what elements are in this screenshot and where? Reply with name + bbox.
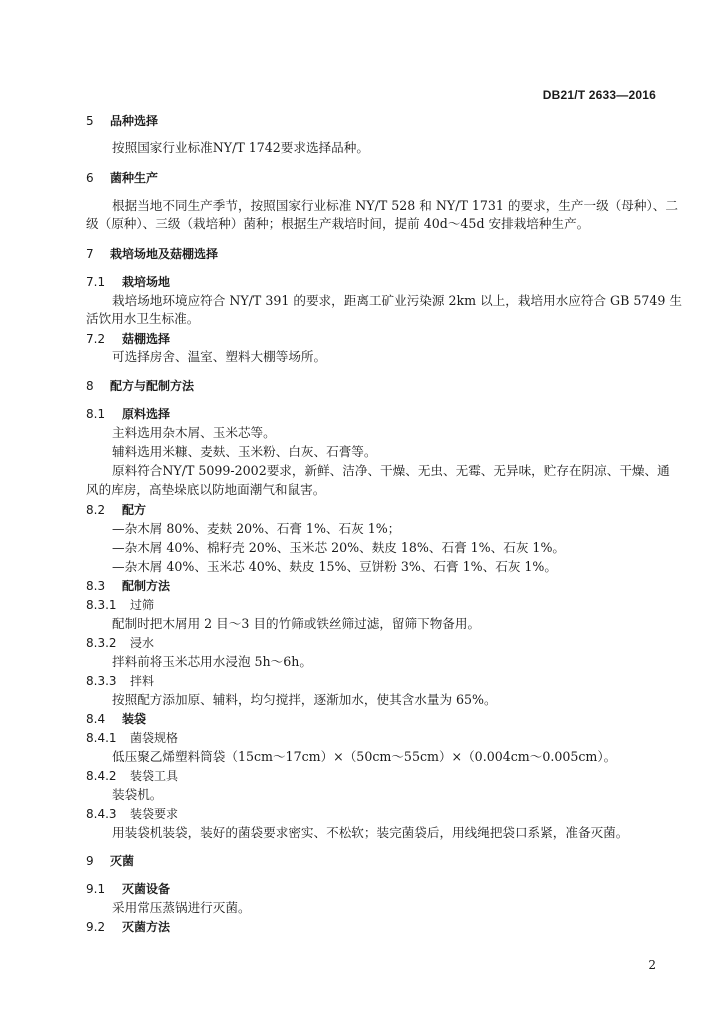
section-8-3-3-text: 按照配方添加原、辅料，均匀搅拌，逐渐加水，使其含水量为 65%。 bbox=[112, 692, 497, 707]
section-7-2-text: 可选择房舍、温室、塑料大棚等场所。 bbox=[112, 349, 327, 364]
section-8-3-2-text: 拌料前将玉米芯用水浸泡 5h～6h。 bbox=[112, 654, 312, 669]
section-7-1-text-line2: 活饮用水卫生标准。 bbox=[86, 311, 200, 326]
section-7-1-text-line1: 栽培场地环境应符合 NY/T 391 的要求，距离工矿业污染源 2km 以上，栽培用水应符合 GB 5749 生 bbox=[112, 293, 682, 308]
section-8-3-1-text: 配制时把木屑用 2 目～3 目的竹筛或铁丝筛过滤，留筛下物备用。 bbox=[112, 616, 481, 631]
page-number: 2 bbox=[648, 958, 656, 972]
section-8-4-2-text: 装袋机。 bbox=[112, 787, 163, 802]
formula-item-3: —杂木屑 40%、玉米芯 40%、麸皮 15%、豆饼粉 3%、石膏 1%、石灰 1%。 bbox=[112, 559, 557, 574]
section-9-1-text: 采用常压蒸锅进行灭菌。 bbox=[112, 900, 251, 915]
formula-item-2: —杂木屑 40%、棉籽壳 20%、玉米芯 20%、麸皮 18%、石膏 1%、石灰 1%。 bbox=[112, 540, 566, 555]
section-8-4-3-text: 用装袋机装袋，装好的菌袋要求密实、不松软；装完菌袋后，用线绳把袋口系紧，准备灭菌。 bbox=[112, 825, 629, 840]
section-5-text: 按照国家行业标准NY/T 1742要求选择品种。 bbox=[112, 140, 369, 155]
section-8-4-1-text: 低压聚乙烯塑料筒袋（15cm～17cm）×（50cm～55cm）×（0.004cm～0.005cm）。 bbox=[112, 749, 617, 764]
document-page: DB21/T 2633—2016 5 品种选择 按照国家行业标准NY/T 1742要求选择品种。 6 菌种生产 根据当地不同生产季节，按照国家行业标准 NY/T 528 和 NY/T 1731 的要求，生产一级（母种）、二 级（原种）、三级（栽培种）菌种；根据生产栽培时间，提前 40d～45d 安排栽培种生产。 7 栽培场地及菇棚选择 7.1 栽培场地 栽培场地环境应符合 NY/T 391 的要求，距离工矿业污染源 2km 以上，栽培用水应符合 GB 5749 生 活饮用水卫生标准。 7.2 菇棚选择 可选择房舍、温室、塑料大棚等场所。 8 配方与配制方法 8.1 原料选择 主料选用杂木屑、玉米芯等。 辅料选用米糠、麦麸、玉米粉、白灰、石膏等。 原料符合NY/T 5099-2002要求，新鲜、洁净、干燥、无虫、无霉、无异味，贮存在阴凉、干燥、通 风的库房，高垫垛底以防地面潮气和鼠害。 8.2 配方 —杂木屑 80%、麦麸 20%、石膏 1%、石灰 1%； —杂木屑 40%、棉籽壳 20%、玉米芯 20%、麸皮 18%、石膏 1%、石灰 1%。 —杂木屑 40%、玉米芯 40%、麸皮 15%、豆饼粉 3%、石膏 1%、石灰 1%。 8.3 配制方法 8.3.1 过筛 配制时把木屑用 2 目～3 目的竹筛或铁丝筛过滤，留筛下物备用。 8.3.2 浸水 拌料前将玉米芯用水浸泡 5h～6h。 8.3.3 拌料 按照配方添加原、辅料，均匀搅拌，逐渐加水，使其含水量为 65%。 8.4 装袋 8.4.1 菌袋规格 低压聚乙烯塑料筒袋（15cm～17cm）×（50cm～55cm）×（0.004cm～0.005cm）。 8.4.2 装袋工具 装袋机。 8.4.3 装袋要求 用装袋机装袋，装好的菌袋要求密实、不松软；装完菌袋后，用线绳把袋口系紧，准备灭菌。 9 灭菌 9.1 灭菌设备 采用常压蒸锅进行灭菌。 9.2 灭菌方法 2 bbox=[0, 0, 724, 1024]
section-8-1-text-line2: 辅料选用米糠、麦麸、玉米粉、白灰、石膏等。 bbox=[112, 444, 377, 459]
formula-item-1: —杂木屑 80%、麦麸 20%、石膏 1%、石灰 1%； bbox=[112, 521, 401, 536]
section-6-text-line2: 级（原种）、三级（栽培种）菌种；根据生产栽培时间，提前 40d～45d 安排栽培种生产。 bbox=[86, 216, 590, 231]
section-8-1-text-line1: 主料选用杂木屑、玉米芯等。 bbox=[112, 425, 276, 440]
section-8-1-text-line3: 原料符合NY/T 5099-2002要求，新鲜、洁净、干燥、无虫、无霉、无异味，贮存在阴凉、干燥、通 bbox=[112, 463, 670, 478]
document-code: DB21/T 2633—2016 bbox=[542, 88, 656, 102]
section-6-text-line1: 根据当地不同生产季节，按照国家行业标准 NY/T 528 和 NY/T 1731 的要求，生产一级（母种）、二 bbox=[112, 198, 678, 213]
section-8-1-text-line4: 风的库房，高垫垛底以防地面潮气和鼠害。 bbox=[86, 482, 326, 497]
